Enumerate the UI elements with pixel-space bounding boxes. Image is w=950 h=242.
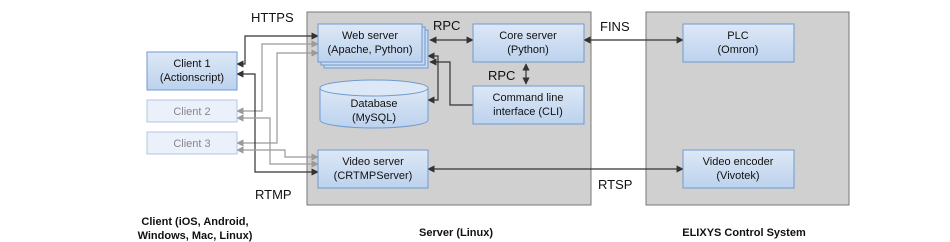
core-server-box — [473, 24, 584, 62]
rtsp-label: RTSP — [598, 177, 633, 192]
client-column-caption-line2: Windows, Mac, Linux) — [137, 230, 253, 242]
web-server-box — [318, 24, 428, 68]
client-3-box — [147, 132, 237, 154]
core-server-sublabel: (Python) — [507, 44, 549, 56]
client-2-box — [147, 100, 237, 122]
control-column-caption: ELIXYS Control System — [682, 227, 806, 239]
database-sublabel: (MySQL) — [352, 112, 396, 124]
web-server-sublabel: (Apache, Python) — [327, 44, 413, 56]
database-label: Database — [350, 98, 398, 110]
video-encoder-box — [683, 150, 794, 188]
plc-label: PLC — [727, 30, 749, 42]
client-3-label: Client 3 — [173, 138, 211, 150]
rpc-top-label: RPC — [433, 18, 461, 33]
fins-label: FINS — [600, 19, 630, 34]
video-server-box — [318, 150, 428, 188]
server-column-caption: Server (Linux) — [419, 227, 493, 239]
video-server-label: Video server — [342, 156, 404, 168]
cli-box — [473, 86, 584, 124]
https-link-client3 — [237, 53, 318, 143]
rtmp-link-client3 — [237, 150, 318, 157]
client-2-label: Client 2 — [173, 106, 211, 118]
client-1-box — [147, 52, 237, 90]
database-cylinder — [320, 80, 428, 128]
cli-sublabel: interface (CLI) — [493, 106, 563, 118]
video-server-sublabel: (CRTMPServer) — [333, 170, 413, 182]
cli-label: Command line — [492, 92, 564, 104]
rpc-side-label: RPC — [488, 68, 516, 83]
video-encoder-label: Video encoder — [702, 156, 774, 168]
client-1-sublabel: (Actionscript) — [159, 72, 225, 84]
web-server-label: Web server — [341, 30, 399, 42]
rtmp-label: RTMP — [255, 187, 292, 202]
plc-box — [683, 24, 794, 62]
video-encoder-sublabel: (Vivotek) — [716, 170, 760, 182]
https-label: HTTPS — [251, 10, 294, 25]
client-1-label: Client 1 — [173, 58, 211, 70]
plc-sublabel: (Omron) — [717, 44, 759, 56]
core-server-label: Core server — [499, 30, 557, 42]
client-column-caption-line1: Client (iOS, Android, — [141, 216, 249, 228]
